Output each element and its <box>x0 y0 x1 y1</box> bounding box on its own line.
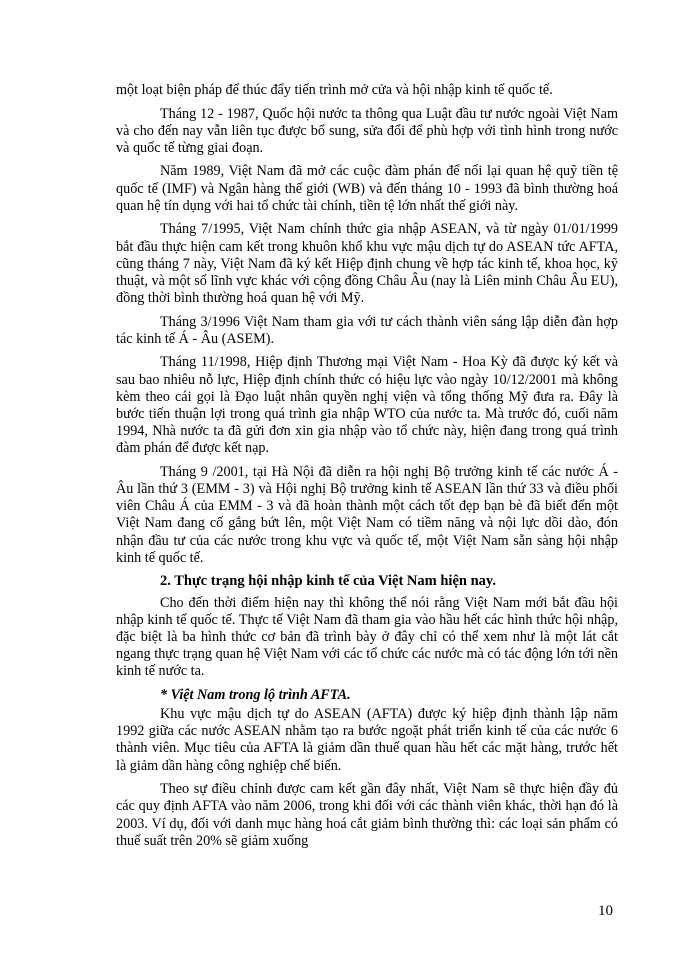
paragraph: Tháng 11/1998, Hiệp định Thương mại Việt Nam - Hoa Kỳ đã được ký kết và sau bao nhiêu nỗ lực, Hiệp định chính thức có hiệu lực vào ngày 10/12/2001 mà không kèm theo cái gọi là Đạo luật nhân quyền nghị viện và tổng thống Mỹ đưa ra. Đây là bước tiến thuận lợi trong quá trình gia nhập WTO của nước ta. Mà trước đó, cuối năm 1994, Nhà nước ta đã gửi đơn xin gia nhập vào tổ chức này, hiện đang trong quá trình đàm phán để được kết nạp. <box>116 354 618 457</box>
paragraph: Tháng 9 /2001, tại Hà Nội đã diễn ra hội nghị Bộ trưởng kinh tế các nước Á - Âu lần thứ 3 (EMM - 3) và Hội nghị Bộ trưởng kinh tế ASEAN lần thứ 33 và điều phối viên Châu Á của EMM - 3 và đã hoàn thành một cách tốt đẹp bạn bè đã biết đến một Việt Nam đang cố gắng bứt lên, một Việt Nam có tiềm năng và nội lực dồi dào, đón nhận đầu tư của các nước trong khu vực và quốc tế, một Việt Nam sẵn sàng hội nhập kinh tế quốc tế. <box>116 463 618 566</box>
paragraph: Tháng 7/1995, Việt Nam chính thức gia nhập ASEAN, và từ ngày 01/01/1999 bắt đầu thực hiện cam kết trong khuôn khổ khu vực mậu dịch tự do ASEAN tức AFTA, cũng tháng 7 này, Việt Nam đã ký kết Hiệp định chung về hợp tác kinh tế, khoa học, kỹ thuật, và một số lĩnh vực khác với cộng đồng Châu Âu (nay là Liên minh Châu Âu EU), đồng thời bình thường hoá quan hệ với Mỹ. <box>116 221 618 307</box>
paragraph: Năm 1989, Việt Nam đã mở các cuộc đàm phán để nối lại quan hệ quỹ tiền tệ quốc tế (IMF) và Ngân hàng thế giới (WB) và đến tháng 10 - 1993 đã bình thường hoá quan hệ tín dụng với hai tổ chức tài chính, tiền tệ lớn nhất thế giới này. <box>116 163 618 214</box>
paragraph: Theo sự điều chỉnh được cam kết gần đây nhất, Việt Nam sẽ thực hiện đầy đủ các quy định AFTA vào năm 2006, trong khi đối với các thành viên khác, thời hạn đó là 2003. Ví dụ, đối với danh mục hàng hoá cắt giảm bình thường thì: các loại sản phẩm có thuế suất trên 20% sẽ giảm xuống <box>116 781 618 849</box>
paragraph: Khu vực mậu dịch tự do ASEAN (AFTA) được ký hiệp định thành lập năm 1992 giữa các nước ASEAN nhằm tạo ra bước ngoặt phát triển kinh tế của các nước 6 thành viên. Mục tiêu của AFTA là giảm dần thuế quan hầu hết các mặt hàng, trước hết là giảm dần hàng công nghiệp chế biến. <box>116 706 618 774</box>
page-number: 10 <box>598 903 613 919</box>
section-heading: 2. Thực trạng hội nhập kinh tế của Việt Nam hiện nay. <box>160 573 496 590</box>
paragraph: Cho đến thời điểm hiện nay thì không thể nói rằng Việt Nam mới bắt đầu hội nhập kinh tế quốc tế. Thực tế Việt Nam đã tham gia vào hầu hết các hình thức hội nhập, đặc biệt là ba hình thức cơ bản đã trình bày ở đây chỉ có thể xem như là một lát cắt ngang thực trạng quan hệ Việt Nam với các tổ chức các nước mà có tác động lớn tới nền kinh tế nước ta. <box>116 594 618 680</box>
subsection-heading: * Việt Nam trong lộ trình AFTA. <box>160 686 351 703</box>
page-body <box>116 82 618 856</box>
paragraph: một loạt biện pháp để thúc đẩy tiến trình mở cửa và hội nhập kinh tế quốc tế. <box>116 82 553 98</box>
paragraph: Tháng 3/1996 Việt Nam tham gia với tư cách thành viên sáng lập diễn đàn hợp tác kinh tế Á - Âu (ASEM). <box>116 313 618 347</box>
paragraph: Tháng 12 - 1987, Quốc hội nước ta thông qua Luật đầu tư nước ngoài Việt Nam và cho đến nay vẫn liên tục được bổ sung, sửa đổi để phù hợp với tình hình trong nước và quốc tế từng giai đoạn. <box>116 105 618 156</box>
